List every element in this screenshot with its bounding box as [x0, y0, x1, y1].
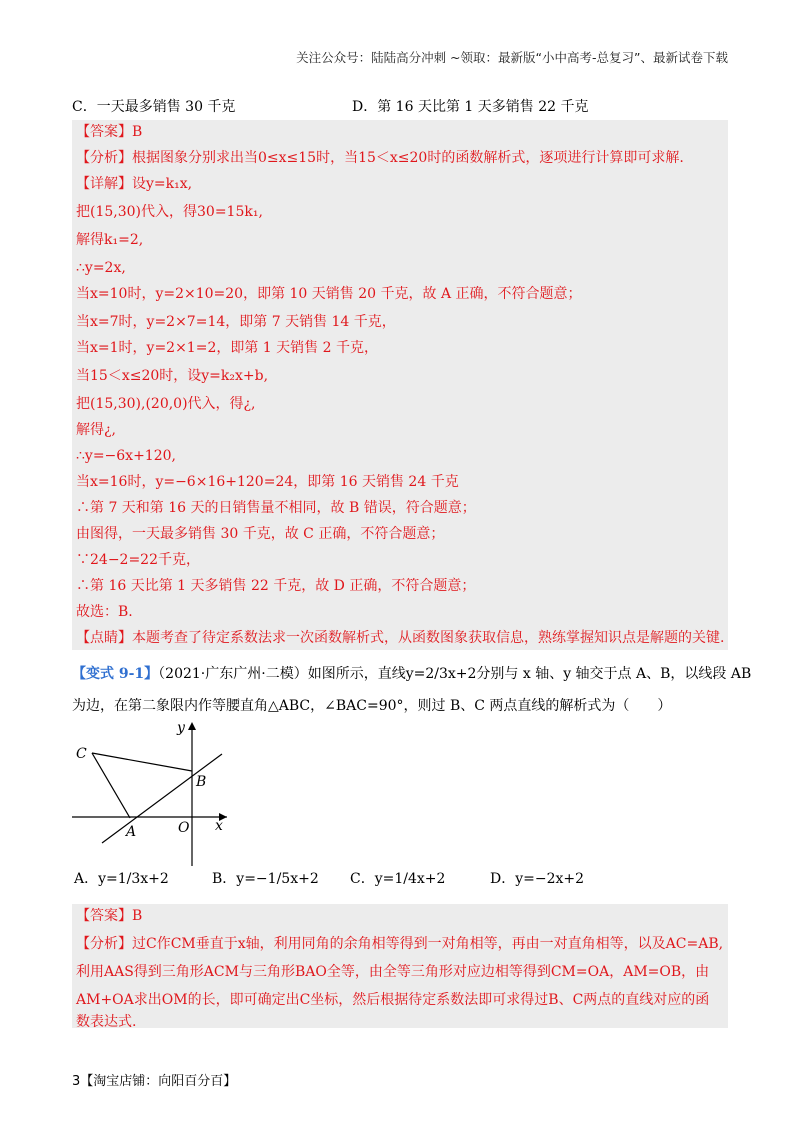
detail-line: ∴第 7 天和第 16 天的日销售量不相同，故 B 错误，符合题意；: [76, 500, 476, 516]
detail-line: 把(15,30),(20,0)代入，得¿,: [76, 396, 256, 412]
detail-line: 解得¿,: [76, 422, 116, 438]
coordinate-figure: [72, 718, 232, 868]
detail-line: 由图得，一天最多销售 30 千克，故 C 正确，不符合题意；: [76, 526, 445, 542]
q9-answer: 【答案】B: [76, 124, 143, 140]
v91-option-b: B．y=−1/5x+2: [212, 871, 319, 887]
detail-line: 当x=1时，y=2×1=2，即第 1 天销售 2 千克，: [76, 340, 378, 356]
y-axis-arrow: [188, 722, 196, 730]
detail-line: ∴y=−6x+120,: [76, 448, 176, 464]
segment-ca: [92, 753, 130, 818]
q9-analysis: 【分析】根据图象分别求出当0≤x≤15时，当15＜x≤20时的函数解析式，逐项进行计算即可求解.: [76, 150, 684, 166]
v91-option-a: A．y=1/3x+2: [74, 871, 169, 887]
q9-comment: 【点睛】本题考查了待定系数法求一次函数解析式，从函数图象获取信息，熟练掌握知识点是解题的关键.: [76, 630, 725, 646]
line-ab: [102, 754, 222, 843]
v91-option-c: C．y=1/4x+2: [350, 871, 446, 887]
label-b: B: [196, 774, 207, 790]
v91-analysis-line: 【分析】过C作CM垂直于x轴，利用同角的余角相等得到一对角相等，再由一对直角相等，以及AC=AB,: [76, 936, 724, 952]
detail-line: 当x=10时，y=2×10=20，即第 10 天销售 20 千克，故 A 正确，不符合题意；: [76, 286, 582, 302]
detail-line: 当x=7时，y=2×7=14，即第 7 天销售 14 千克，: [76, 314, 396, 330]
detail-line: ∵24−2=22千克，: [76, 552, 200, 568]
label-x: x: [215, 818, 223, 834]
detail-line: ∴第 16 天比第 1 天多销售 22 千克，故 D 正确，不符合题意；: [76, 578, 476, 594]
option-c: C．一天最多销售 30 千克: [72, 99, 236, 115]
label-c: C: [76, 746, 87, 762]
v91-stem-line2: 为边，在第二象限内作等腰直角△ABC，∠BAC=90°，则过 B、C 两点直线的解析式为（ ）: [72, 698, 672, 714]
v91-option-d: D．y=−2x+2: [490, 871, 585, 887]
v91-stem-text: （2021·广东广州·二模）如图所示，直线y=2/3x+2分别与 x 轴、y 轴交于点 A、B，以线段 AB: [158, 666, 752, 682]
detail-line: 故选：B.: [76, 604, 133, 620]
detail-line: 解得k₁=2,: [76, 232, 144, 248]
v91-answer: 【答案】B: [76, 908, 143, 924]
detail-line: 把(15,30)代入，得30=15k₁,: [76, 204, 263, 220]
label-a: A: [126, 824, 137, 840]
v91-stem-line1: [72, 664, 751, 684]
header-note: 关注公众号：陆陆高分冲刺 ~领取：最新版“小中高考-总复习”、最新试卷下载: [296, 50, 728, 65]
v91-analysis-line: AM+OA求出OM的长，即可确定出C坐标，然后根据待定系数法即可求得过B、C两点的直线对应的函: [76, 992, 710, 1008]
v91-analysis-line: 利用AAS得到三角形ACM与三角形BAO全等，由全等三角形对应边相等得到CM=OA，AM=OB，由: [76, 964, 710, 980]
footer-shop: 3【淘宝店铺：向阳百分百】: [72, 1074, 237, 1089]
detail-line: ∴y=2x,: [76, 260, 126, 276]
v91-analysis-line: 数表达式.: [76, 1014, 137, 1030]
v91-tag: 【变式 9-1】: [72, 666, 159, 682]
detail-line: 当15＜x≤20时，设y=k₂x+b,: [76, 368, 269, 384]
detail-line: 当x=16时，y=−6×16+120=24，即第 16 天销售 24 千克: [76, 474, 459, 490]
label-y: y: [177, 720, 185, 736]
label-o: O: [178, 820, 190, 836]
option-d: D．第 16 天比第 1 天多销售 22 千克: [352, 99, 589, 115]
detail-line: 【详解】设y=k₁x,: [76, 176, 193, 192]
segment-cb: [92, 753, 192, 771]
